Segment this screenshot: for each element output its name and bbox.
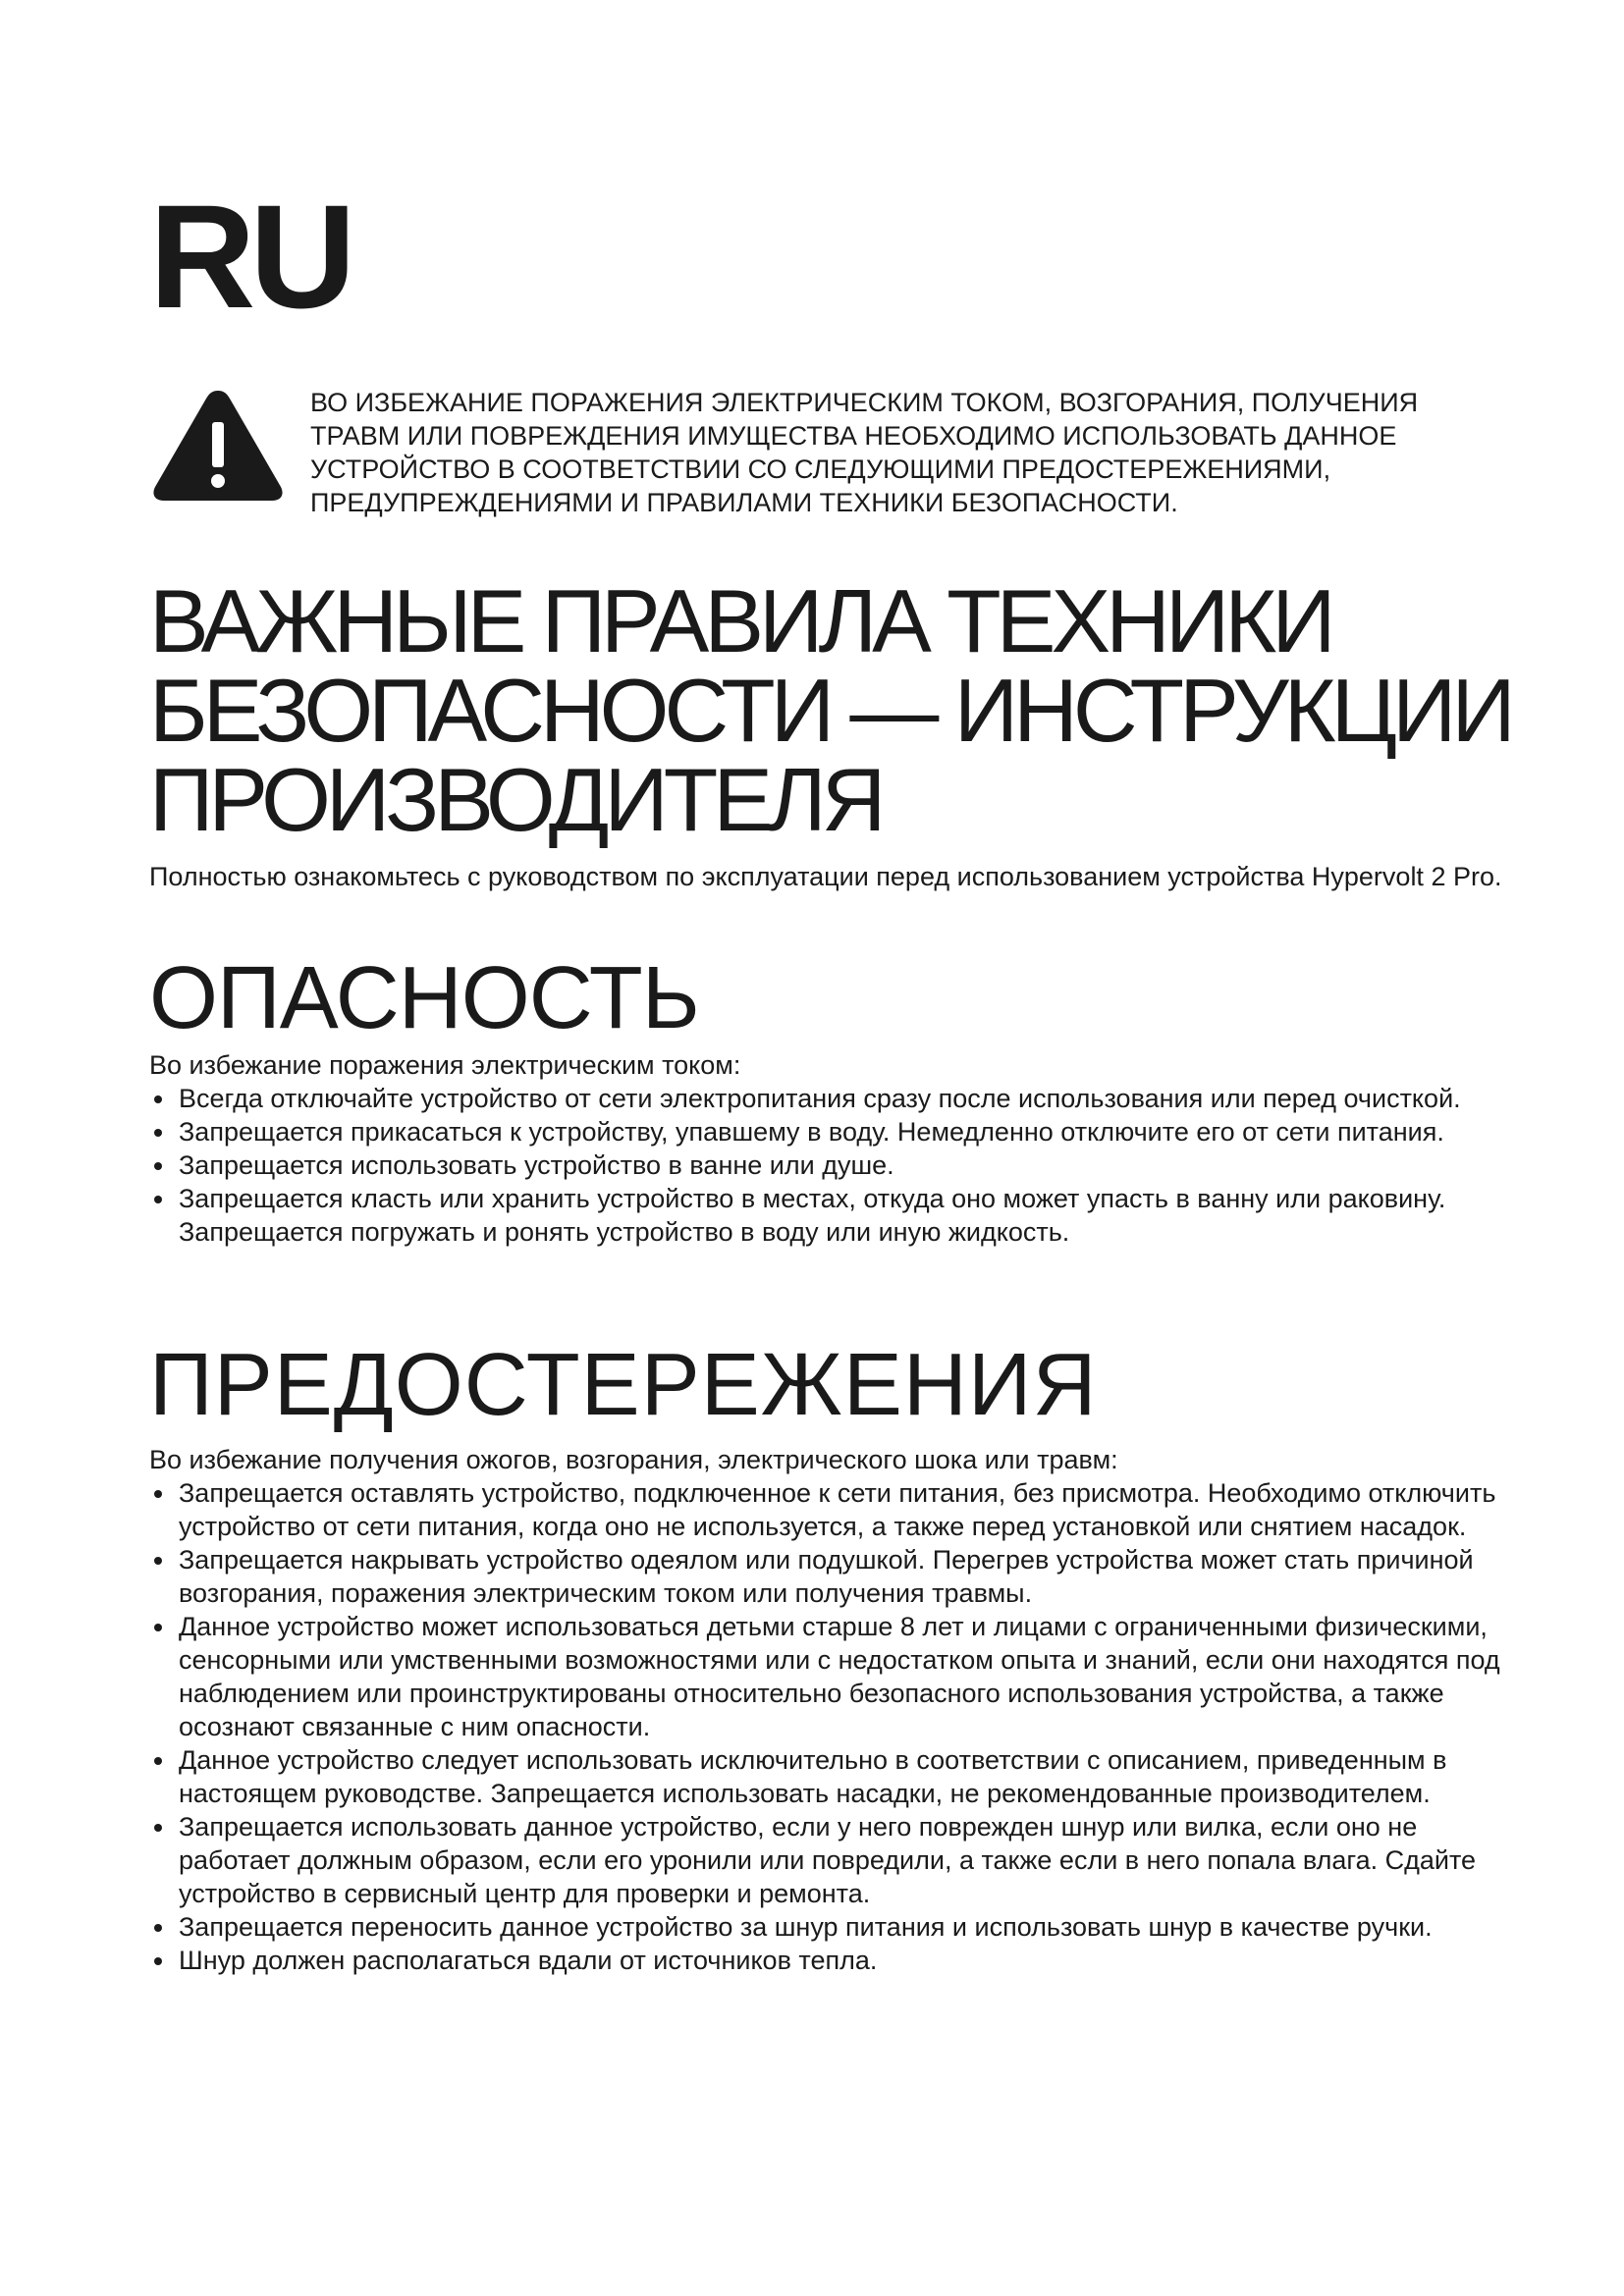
danger-list: [149, 1082, 1504, 1249]
caution-section: [149, 1443, 1504, 1977]
list-item: Запрещается прикасаться к устройству, упавшему в воду. Немедленно отключите его от сети питания.: [149, 1115, 1504, 1148]
danger-heading: ОПАСНОСТЬ: [149, 949, 699, 1047]
list-item: Запрещается накрывать устройство одеялом или подушкой. Перегрев устройства может стать причиной возгорания, поражения электрическим током или получения травмы.: [149, 1543, 1504, 1610]
safety-warning-text: ВО ИЗБЕЖАНИЕ ПОРАЖЕНИЯ ЭЛЕКТРИЧЕСКИМ ТОКОМ, ВОЗГОРАНИЯ, ПОЛУЧЕНИЯ ТРАВМ ИЛИ ПОВРЕЖДЕНИЯ ИМУЩЕСТВА НЕОБХОДИМО ИСПОЛЬЗОВАТЬ ДАННОЕ УСТРОЙСТВО В СООТВЕТСТВИИ СО СЛЕДУЮЩИМИ ПРЕДОСТЕРЕЖЕНИЯМИ, ПРЕДУПРЕЖДЕНИЯМИ И ПРАВИЛАМИ ТЕХНИКИ БЕЗОПАСНОСТИ.: [310, 388, 1419, 517]
list-item: Шнур должен располагаться вдали от источников тепла.: [149, 1944, 1504, 1977]
list-item: Запрещается использовать устройство в ванне или душе.: [149, 1148, 1504, 1182]
page-title-line: БЕЗОПАСНОСТИ — ИНСТРУКЦИИ: [149, 662, 1511, 761]
list-item: Всегда отключайте устройство от сети электропитания сразу после использования или перед очисткой.: [149, 1082, 1504, 1115]
list-item: Запрещается класть или хранить устройство в местах, откуда оно может упасть в ванну или раковину. Запрещается погружать и ронять устройство в воду или иную жидкость.: [149, 1182, 1504, 1249]
page-title: [149, 572, 1563, 850]
caution-list: [149, 1476, 1504, 1977]
danger-section: [149, 1048, 1504, 1249]
warning-triangle-icon: [149, 385, 287, 505]
page-title-line: ПРОИЗВОДИТЕЛЯ: [149, 751, 882, 850]
list-item: Данное устройство следует использовать исключительно в соответствии с описанием, приведенным в настоящем руководстве. Запрещается использовать насадки, не рекомендованные производителем.: [149, 1743, 1504, 1810]
language-code: RU: [149, 174, 351, 339]
caution-heading: ПРЕДОСТЕРЕЖЕНИЯ: [149, 1336, 1098, 1434]
intro-paragraph: Полностью ознакомьтесь с руководством по эксплуатации перед использованием устройства Hypervolt 2 Pro.: [149, 862, 1502, 891]
caution-lead: Во избежание получения ожогов, возгорания, электрического шока или травм:: [149, 1445, 1118, 1474]
page-title-line: ВАЖНЫЕ ПРАВИЛА ТЕХНИКИ: [149, 572, 1331, 671]
danger-lead: Во избежание поражения электрическим током:: [149, 1050, 741, 1080]
list-item: Запрещается оставлять устройство, подключенное к сети питания, без присмотра. Необходимо отключить устройство от сети питания, когда оно не используется, а также перед установкой или снятием насадок.: [149, 1476, 1504, 1543]
list-item: Данное устройство может использоваться детьми старше 8 лет и лицами с ограниченными физическими, сенсорными или умственными возможностями или с недостатком опыта и знаний, если они находятся под наблюдением или проинструктированы относительно безопасного использования устройства, а также осознают связанные с ним опасности.: [149, 1610, 1504, 1743]
list-item: Запрещается переносить данное устройство за шнур питания и использовать шнур в качестве ручки.: [149, 1910, 1504, 1944]
list-item: Запрещается использовать данное устройство, если у него поврежден шнур или вилка, если оно не работает должным образом, если его уронили или повредили, а также если в него попала влага. Сдайте устройство в сервисный центр для проверки и ремонта.: [149, 1810, 1504, 1910]
